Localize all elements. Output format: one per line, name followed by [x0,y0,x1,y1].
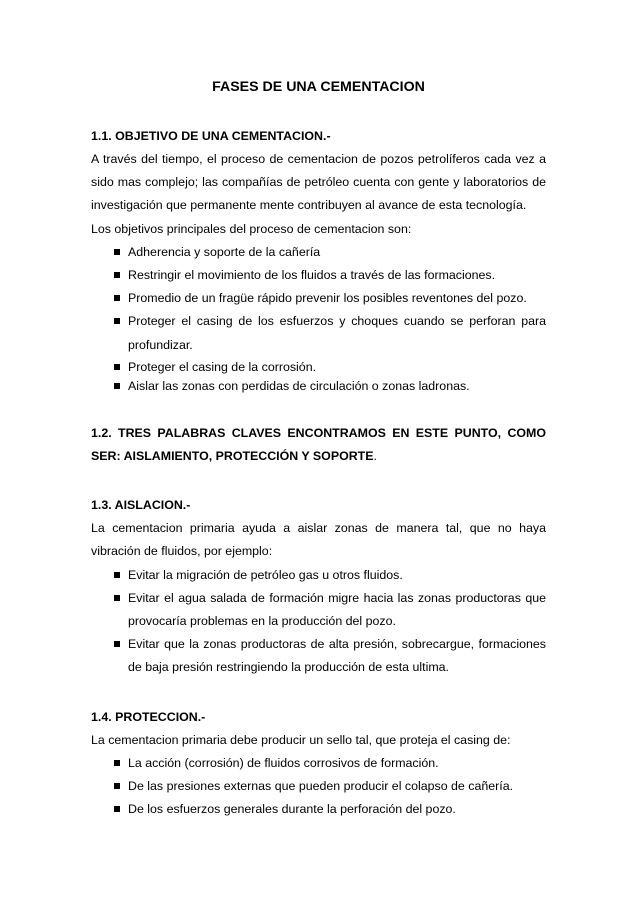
paragraph-objetivos: Los objetivos principales del proceso de cementacion son: [91,221,412,236]
list-item: La acción (corrosión) de fluidos corrosivos de formación. [114,752,546,775]
paragraph-proteccion: La cementacion primaria debe producir un sello tal, que proteja el casing de: [91,732,511,747]
square-bullet-icon [114,318,120,324]
list-item: Adherencia y soporte de la cañería [114,241,546,264]
section-heading-objetivo: 1.1. OBJETIVO DE UNA CEMENTACION.- [91,129,331,143]
document-title: FASES DE UNA CEMENTACION [212,79,425,95]
square-bullet-icon [114,806,120,812]
square-bullet-icon [114,383,120,389]
list-item: Proteger el casing de los esfuerzos y choques cuando se perforan para profundizar. [114,310,546,356]
section-heading-proteccion: 1.4. PROTECCION.- [91,709,206,724]
square-bullet-icon [114,783,120,789]
section-heading-palabras-claves: 1.2. TRES PALABRAS CLAVES ENCONTRAMOS EN ESTE PUNTO, COMO SER: AISLAMIENTO, PROTECCIÓN Y SOPORTE. [91,425,546,464]
list-item: De las presiones externas que pueden producir el colapso de cañería. [114,775,546,798]
list-item: De los esfuerzos generales durante la perforación del pozo. [114,798,546,821]
section-palabras-claves [91,422,546,468]
objetivos-list [91,241,546,396]
square-bullet-icon [114,595,120,601]
section-aislacion [91,494,546,679]
paragraph-aislacion: La cementacion primaria ayuda a aislar zonas de manera tal, que no haya vibración de fluidos, por ejemplo: [91,521,546,559]
square-bullet-icon [114,295,120,301]
list-item: Aislar las zonas con perdidas de circulación o zonas ladronas. [114,377,546,396]
square-bullet-icon [114,572,120,578]
square-bullet-icon [114,249,120,255]
list-item: Proteger el casing de la corrosión. [114,358,546,377]
list-item: Evitar que la zonas productoras de alta presión, sobrecargue, formaciones de baja presión restringiendo la producción de esta ultima. [114,633,546,679]
section-heading-aislacion: 1.3. AISLACION.- [91,498,191,513]
list-item: Promedio de un fragüe rápido prevenir los posibles reventones del pozo. [114,287,546,310]
square-bullet-icon [114,272,120,278]
list-item: Evitar el agua salada de formación migre hacia las zonas productoras que provocaría problemas en la producción del pozo. [114,587,546,633]
section-objetivo [91,125,546,396]
square-bullet-icon [114,760,120,766]
proteccion-list [91,752,546,822]
list-item: Evitar la migración de petróleo gas u otros fluidos. [114,564,546,587]
section-proteccion [91,706,546,822]
aislacion-list [91,564,546,680]
list-item: Restringir el movimiento de los fluidos a través de las formaciones. [114,264,546,287]
square-bullet-icon [114,364,120,370]
paragraph-intro: A través del tiempo, el proceso de cementacion de pozos petrolíferos cada vez a sido mas complejo; las compañías de petróleo cuenta con gente y laboratorios de investigación que permanente mente contribuyen al avance de esta tecnología. [91,152,546,213]
square-bullet-icon [114,641,120,647]
